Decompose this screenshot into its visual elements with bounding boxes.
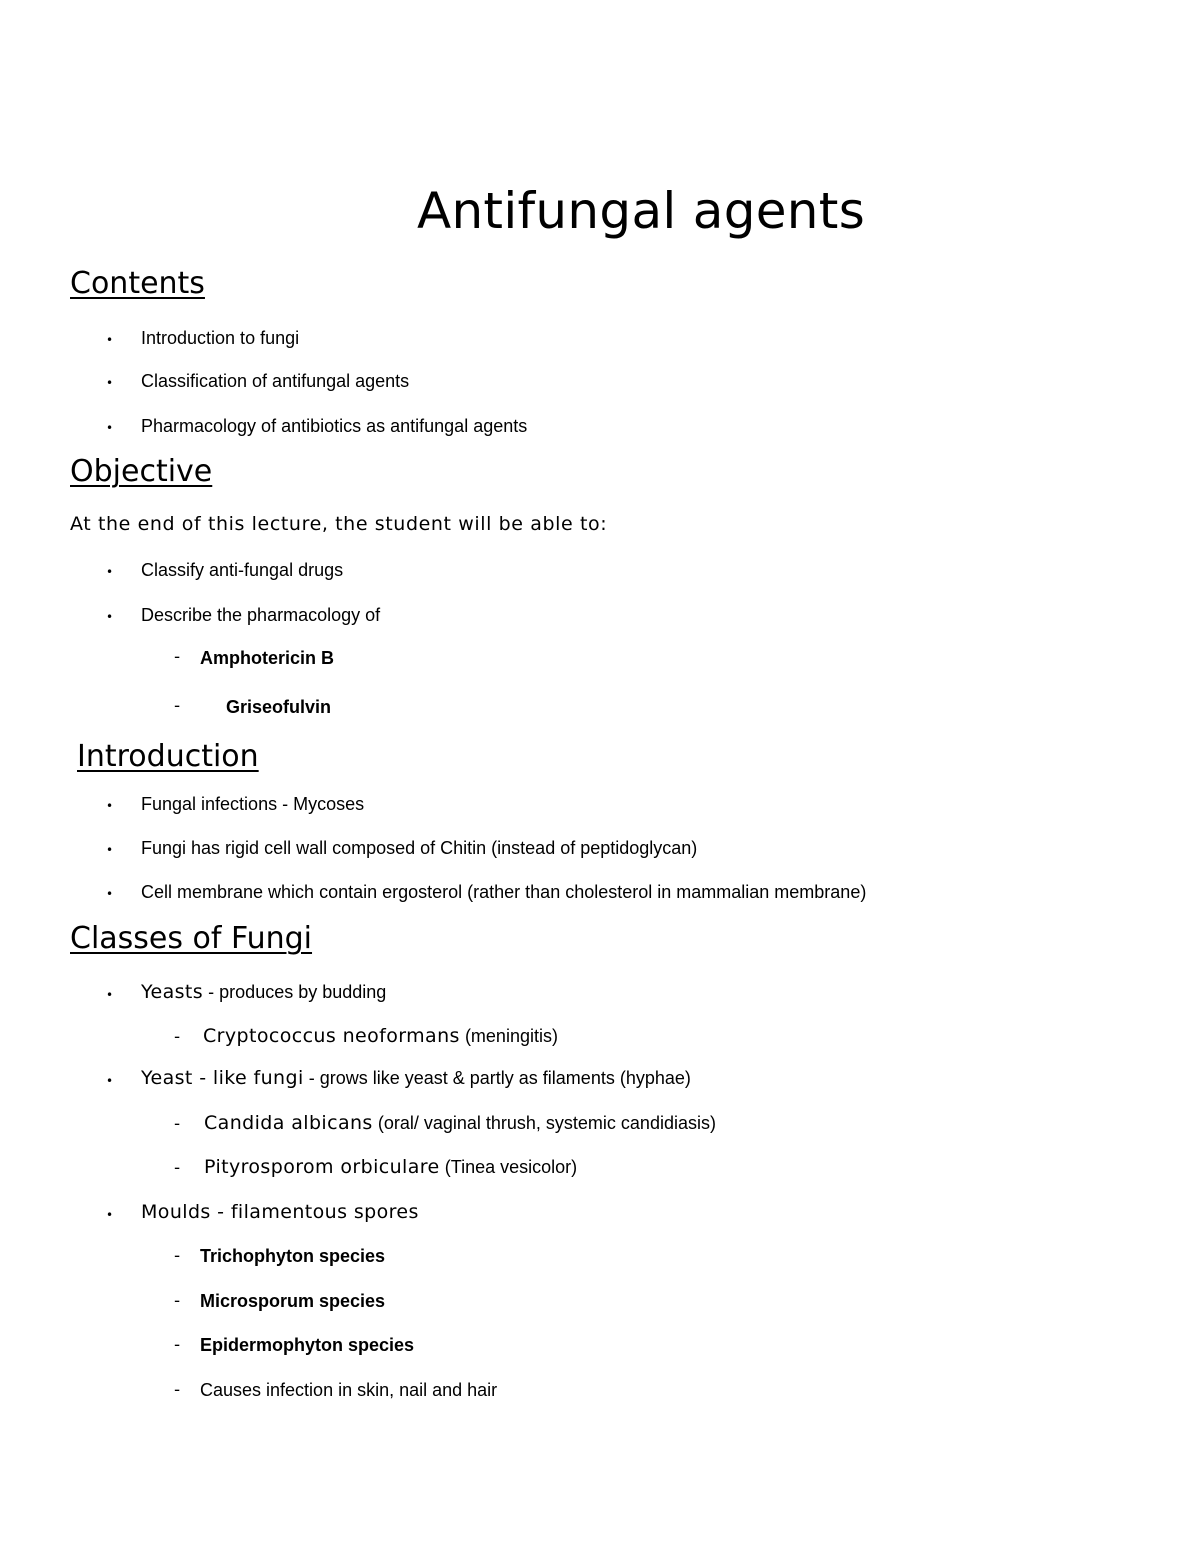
objective-item: Classify anti-fungal drugs [141, 560, 344, 580]
mould-species: Epidermophyton species [200, 1335, 415, 1355]
class-example [204, 1158, 577, 1177]
page-title: Antifungal agents [416, 182, 866, 240]
dash-icon: - [174, 696, 181, 716]
introduction-item: Fungi has rigid cell wall composed of Chitin (instead of peptidoglycan) [141, 838, 698, 858]
dash-icon: - [174, 1114, 181, 1134]
bullet-icon: • [106, 799, 114, 813]
species-note: (Tinea vesicolor) [444, 1157, 578, 1177]
bullet-icon: • [106, 1074, 114, 1088]
class-name: Yeasts [141, 981, 204, 1003]
bullet-icon: • [106, 565, 114, 579]
class-example [204, 1114, 716, 1133]
objective-intro: At the end of this lecture, the student will be able to: [70, 513, 608, 535]
species-note: (meningitis) [464, 1026, 558, 1046]
class-yeast-like [141, 1069, 691, 1088]
contents-item: Introduction to fungi [141, 328, 300, 348]
classes-heading: Classes of Fungi [70, 921, 313, 956]
contents-item: Classification of antifungal agents [141, 371, 410, 391]
contents-heading: Contents [70, 266, 205, 301]
bullet-icon: • [106, 421, 114, 435]
dash-icon: - [174, 1246, 181, 1266]
contents-item: Pharmacology of antibiotics as antifungal agents [141, 416, 528, 436]
objective-subitem: Amphotericin B [200, 648, 335, 668]
dash-icon: - [174, 1380, 181, 1400]
species-name: Cryptococcus neoformans [203, 1025, 460, 1047]
mould-note: Causes infection in skin, nail and hair [200, 1380, 498, 1400]
dash-icon: - [174, 1158, 181, 1178]
species-name: Candida albicans [204, 1112, 373, 1134]
dash-icon: - [174, 647, 181, 667]
class-yeasts [141, 983, 386, 1002]
class-desc: - produces by budding [208, 982, 387, 1002]
dash-icon: - [174, 1335, 181, 1355]
class-name: Yeast - like fungi [141, 1067, 304, 1089]
introduction-item: Fungal infections - Mycoses [141, 794, 365, 814]
bullet-icon: • [106, 610, 114, 624]
introduction-item: Cell membrane which contain ergosterol (rather than cholesterol in mammalian membrane) [141, 882, 867, 902]
dash-icon: - [174, 1027, 181, 1047]
objective-item: Describe the pharmacology of [141, 605, 381, 625]
bullet-icon: • [106, 1208, 114, 1222]
class-example [203, 1027, 558, 1046]
class-desc: - grows like yeast & partly as filaments (hyphae) [308, 1068, 691, 1088]
bullet-icon: • [106, 376, 114, 390]
dash-icon: - [174, 1291, 181, 1311]
bullet-icon: • [106, 887, 114, 901]
bullet-icon: • [106, 843, 114, 857]
bullet-icon: • [106, 988, 114, 1002]
objective-subitem: Griseofulvin [226, 697, 332, 717]
species-note: (oral/ vaginal thrush, systemic candidiasis) [377, 1113, 716, 1133]
species-name: Pityrosporom orbiculare [204, 1156, 440, 1178]
mould-species: Microsporum species [200, 1291, 386, 1311]
objective-heading: Objective [70, 454, 213, 489]
mould-species: Trichophyton species [200, 1246, 386, 1266]
class-moulds: Moulds - filamentous spores [141, 1201, 419, 1223]
bullet-icon: • [106, 333, 114, 347]
introduction-heading: Introduction [77, 739, 259, 774]
